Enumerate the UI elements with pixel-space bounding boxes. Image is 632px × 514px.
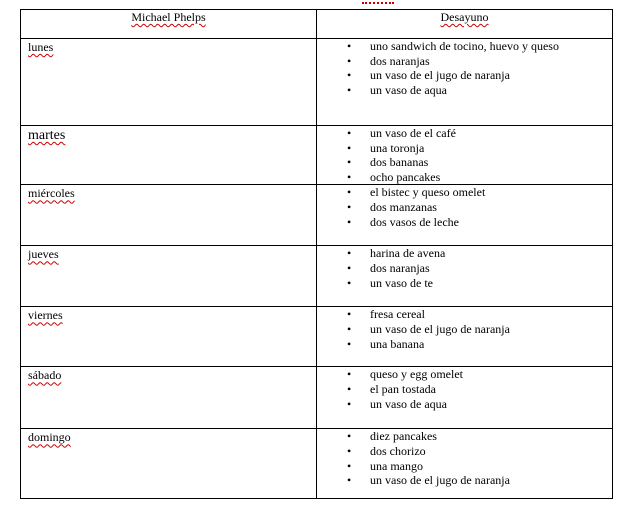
list-item[interactable]	[347, 83, 612, 98]
meal-list	[317, 126, 612, 184]
meal-cell	[317, 39, 613, 126]
day-label-miercoles[interactable]: miércoles	[28, 186, 75, 201]
meal-text: dos chorizo	[370, 443, 426, 458]
meal-text: un vaso de aqua	[370, 82, 447, 97]
meal-cell	[317, 185, 613, 246]
list-item[interactable]	[347, 68, 612, 83]
meal-cell	[317, 246, 613, 307]
day-cell	[21, 185, 317, 246]
breakfast-table	[20, 9, 613, 499]
meal-text: fresa cereal	[370, 307, 425, 322]
table-row	[21, 39, 613, 126]
list-item[interactable]	[347, 322, 612, 337]
meal-text: el pan tostada	[370, 381, 436, 396]
meal-text: un vaso de te	[370, 275, 433, 290]
list-item[interactable]	[347, 473, 612, 488]
list-item[interactable]	[347, 444, 612, 459]
day-cell	[21, 246, 317, 307]
day-cell	[21, 307, 317, 367]
day-label-sabado[interactable]: sábado	[28, 368, 62, 383]
meal-list	[317, 185, 612, 229]
meal-text: dos manzanas	[370, 199, 437, 214]
list-item[interactable]	[347, 141, 612, 156]
meal-text: el bistec y queso omelet	[370, 185, 486, 200]
table-row	[21, 185, 613, 246]
table-row	[21, 246, 613, 307]
list-item[interactable]	[347, 246, 612, 261]
header-cell-name	[21, 10, 317, 39]
list-item[interactable]	[347, 459, 612, 474]
day-cell	[21, 429, 317, 499]
meal-cell	[317, 429, 613, 499]
list-item[interactable]	[347, 429, 612, 444]
list-item[interactable]	[347, 185, 612, 200]
meal-text: dos naranjas	[370, 260, 430, 275]
meal-text: diez pancakes	[370, 429, 437, 444]
meal-text: harina de avena	[370, 246, 446, 261]
meal-text: dos naranjas	[370, 53, 430, 68]
meal-text: queso y egg omelet	[370, 367, 463, 382]
list-item[interactable]	[347, 170, 612, 185]
meal-list	[317, 246, 612, 290]
list-item[interactable]	[347, 200, 612, 215]
header-cell-breakfast	[317, 10, 613, 39]
list-item[interactable]	[347, 126, 612, 141]
meal-text: un vaso de el jugo de naranja	[370, 321, 510, 336]
meal-list	[317, 429, 612, 487]
list-item[interactable]	[347, 397, 612, 412]
day-label-martes[interactable]: martes	[28, 128, 66, 143]
meal-list	[317, 367, 612, 411]
day-label-lunes[interactable]: lunes	[28, 40, 54, 54]
meal-text: un vaso de el café	[370, 126, 456, 140]
meal-text: dos bananas	[370, 155, 429, 170]
list-item[interactable]	[347, 382, 612, 397]
day-cell	[21, 367, 317, 429]
meal-cell	[317, 307, 613, 367]
header-row	[21, 10, 613, 39]
spellcheck-mark	[362, 0, 394, 4]
table-row	[21, 126, 613, 185]
meal-text: ocho pancakes	[370, 169, 441, 184]
list-item[interactable]	[347, 276, 612, 291]
list-item[interactable]	[347, 337, 612, 352]
table-row	[21, 367, 613, 429]
list-item[interactable]	[347, 39, 612, 54]
meal-list	[317, 307, 612, 351]
day-label-jueves[interactable]: jueves	[28, 247, 59, 262]
meal-list	[317, 39, 612, 97]
meal-cell	[317, 126, 613, 185]
list-item[interactable]	[347, 54, 612, 69]
meal-cell	[317, 367, 613, 429]
meal-text: una banana	[370, 336, 425, 351]
table-row	[21, 307, 613, 367]
day-label-viernes[interactable]: viernes	[28, 308, 63, 323]
meal-text: uno sandwich de tocino, huevo y queso	[370, 39, 559, 53]
list-item[interactable]	[347, 215, 612, 230]
meal-text: dos vasos de leche	[370, 214, 459, 229]
day-cell	[21, 126, 317, 185]
meal-text: un vaso de aqua	[370, 396, 447, 411]
day-label-domingo[interactable]: domingo	[28, 430, 71, 445]
meal-text: una toronja	[370, 140, 425, 155]
list-item[interactable]	[347, 307, 612, 322]
list-item[interactable]	[347, 367, 612, 382]
meal-text: un vaso de el jugo de naranja	[370, 68, 510, 83]
day-cell	[21, 39, 317, 126]
list-item[interactable]	[347, 155, 612, 170]
table-row	[21, 429, 613, 499]
list-item[interactable]	[347, 261, 612, 276]
header-name-text[interactable]: Michael Phelps	[131, 10, 206, 24]
meal-text: una mango	[370, 458, 423, 473]
header-breakfast-text[interactable]: Desayuno	[440, 10, 489, 24]
meal-text: un vaso de el jugo de naranja	[370, 473, 510, 488]
